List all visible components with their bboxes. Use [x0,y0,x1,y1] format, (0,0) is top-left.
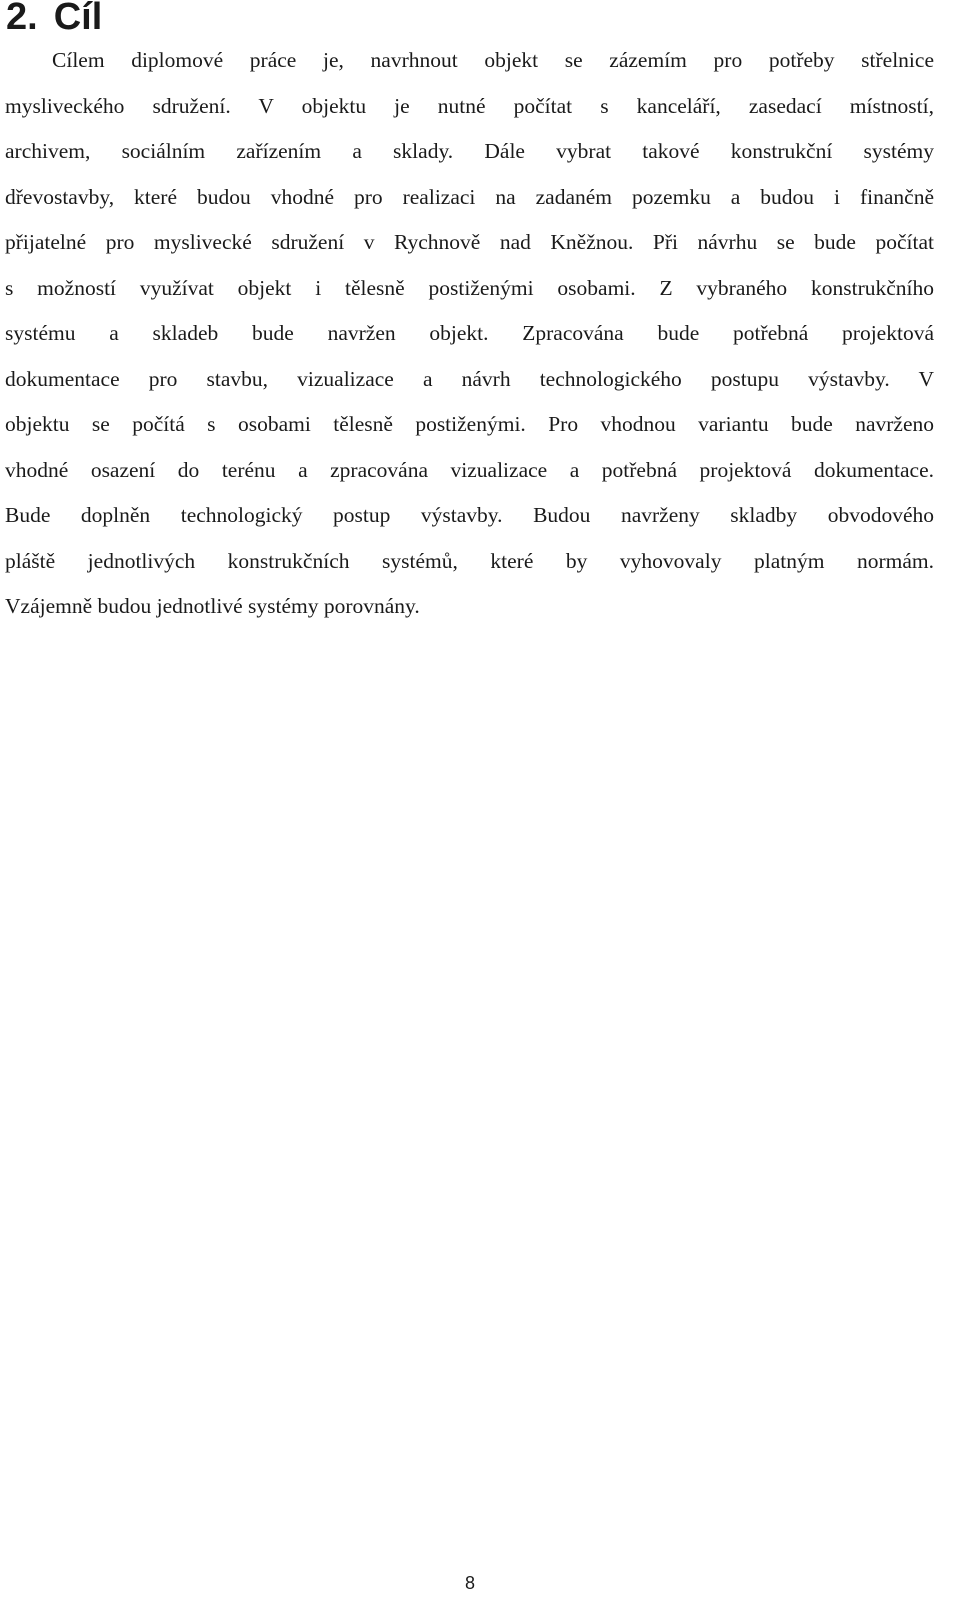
paragraph-line: Vzájemně budou jednotlivé systémy porovnány. [5,594,420,618]
paragraph-line: dokumentace pro stavbu, vizualizace a návrh technologického postupu výstavby. V [5,366,934,391]
paragraph-line: systému a skladeb bude navržen objekt. Zpracována bude potřebná projektová [5,321,934,345]
paragraph-line: pláště jednotlivých konstrukčních systémů, které by vyhovovaly platným normám. [5,548,934,573]
body-paragraph [5,38,934,630]
paragraph-line: dřevostavby, které budou vhodné pro realizaci na zadaném pozemku a budou i finančně [5,184,934,209]
paragraph-line: s možností využívat objekt i tělesně postiženými osobami. Z vybraného konstrukčního [5,275,934,300]
paragraph-line: Bude doplněn technologický postup výstavby. Budou navrženy skladby obvodového [5,503,934,527]
paragraph-line: Cílem diplomové práce je, navrhnout objekt se zázemím pro potřeby střelnice [52,48,934,72]
section-number: 2. [6,0,38,38]
paragraph-line: objektu se počítá s osobami tělesně postiženými. Pro vhodnou variantu bude navrženo [5,412,934,436]
paragraph-line: mysliveckého sdružení. V objektu je nutné počítat s kanceláří, zasedací místností, [5,93,934,118]
paragraph-line: archivem, sociálním zařízením a sklady. Dále vybrat takové konstrukční systémy [5,139,934,163]
page-number: 8 [464,1573,475,1593]
paragraph-line: přijatelné pro myslivecké sdružení v Rychnově nad Kněžnou. Při návrhu se bude počítat [5,230,934,254]
section-title: Cíl [53,0,103,38]
section-heading [6,0,102,40]
paragraph-line: vhodné osazení do terénu a zpracována vizualizace a potřebná projektová dokumentace. [5,457,934,482]
